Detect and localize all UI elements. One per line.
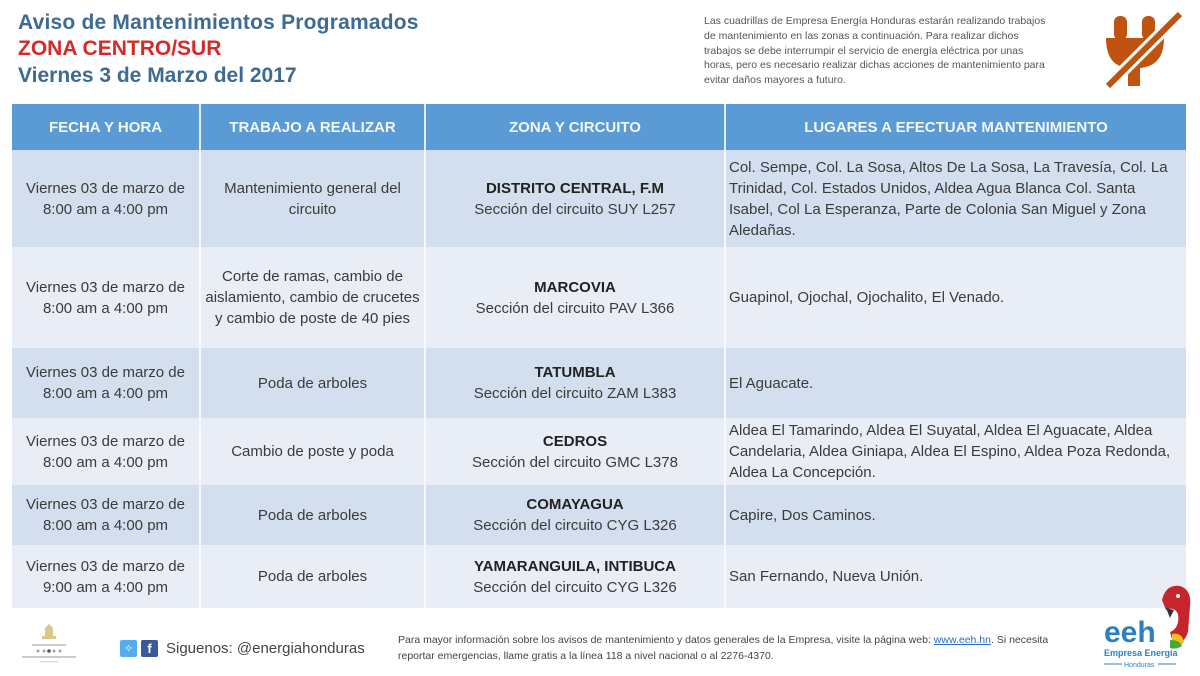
info-text-1: Para mayor información sobre los avisos de mantenimiento y datos generales de la Empresa, visite la página web:: [398, 634, 934, 646]
maintenance-table: [12, 104, 1186, 608]
social-links: [120, 640, 365, 657]
cell-places: El Aguacate.: [725, 348, 1186, 418]
circuit-section: Sección del circuito SUY L257: [474, 200, 676, 218]
zone-name: COMAYAGUA: [526, 496, 624, 513]
circuit-section: Sección del circuito ZAM L383: [473, 385, 677, 402]
cell-work: Corte de ramas, cambio de aislamiento, cambio de crucetes y cambio de poste de 40 pies: [200, 247, 425, 348]
cell-work: Mantenimiento general del circuito: [200, 150, 425, 247]
eeh-logo: [1100, 580, 1196, 676]
cell-date: Viernes 03 de marzo de 8:00 am a 4:00 pm: [12, 150, 200, 247]
circuit-section: Sección del circuito CYG L326: [473, 517, 677, 534]
circuit-section: Sección del circuito CYG L326: [473, 578, 677, 596]
cell-places: Guapinol, Ojochal, Ojochalito, El Venado.: [725, 247, 1186, 348]
footer-info: [398, 632, 1058, 664]
table-header-row: [12, 104, 1186, 150]
government-logo: [18, 624, 80, 666]
table-row: [12, 545, 1186, 608]
info-text-2: . Si necesita reportar emergencias, llame gratis a la línea 118 a nivel nacional o al 2276-4370.: [398, 634, 1049, 662]
cell-zone: [425, 485, 725, 545]
header-block: [18, 10, 419, 90]
svg-text:Honduras: Honduras: [1124, 662, 1155, 669]
table-row: [12, 418, 1186, 485]
cell-places: San Fernando, Nueva Unión.: [725, 545, 1186, 608]
table-row: [12, 150, 1186, 247]
table-row: [12, 247, 1186, 348]
twitter-icon[interactable]: ✧: [120, 640, 137, 657]
intro-text: Las cuadrillas de Empresa Energía Honduras estarán realizando trabajos de mantenimiento en las zonas a continuación. Para realizar dichos trabajos se debe interrumpir el servicio de energía eléctrica por unas horas, pero es necesario realizar dichas acciones de mantenimiento para evitar daños mayores a futuro.: [704, 15, 1046, 87]
zone-name: MARCOVIA: [534, 278, 616, 296]
cell-zone: [425, 150, 725, 247]
cell-zone: [425, 247, 725, 348]
col-header-date: FECHA Y HORA: [12, 104, 200, 150]
website-link[interactable]: www.eeh.hn: [933, 634, 991, 646]
col-header-work: TRABAJO A REALIZAR: [200, 104, 425, 150]
cell-work: Cambio de poste y poda: [200, 418, 425, 485]
cell-work: Poda de arboles: [200, 348, 425, 418]
unplugged-icon: [1100, 8, 1185, 90]
cell-date: Viernes 03 de marzo de 9:00 am a 4:00 pm: [12, 545, 200, 608]
cell-date: Viernes 03 de marzo de 8:00 am a 4:00 pm: [12, 485, 200, 545]
social-handle: Siguenos: @energiahonduras: [166, 640, 365, 657]
cell-date: Viernes 03 de marzo de 8:00 am a 4:00 pm: [12, 418, 200, 485]
cell-zone: [425, 348, 725, 418]
zone-name: CEDROS: [542, 432, 608, 450]
cell-zone: [425, 418, 725, 485]
page-title: Aviso de Mantenimientos Programados: [18, 11, 419, 34]
circuit-section: Sección del circuito PAV L366: [475, 299, 675, 317]
zone-name: DISTRITO CENTRAL, F.M: [485, 179, 665, 197]
cell-work: Poda de arboles: [200, 545, 425, 608]
cell-work: Poda de arboles: [200, 485, 425, 545]
table-row: [12, 485, 1186, 545]
date-title: Viernes 3 de Marzo del 2017: [18, 64, 297, 87]
cell-places: Aldea El Tamarindo, Aldea El Suyatal, Aldea El Aguacate, Aldea Candelaria, Aldea Giniapa, Aldea El Espino, Aldea Poza Redonda, Aldea La Concepción.: [725, 418, 1186, 485]
cell-zone: [425, 545, 725, 608]
cell-places: Col. Sempe, Col. La Sosa, Altos De La Sosa, La Travesía, Col. La Trinidad, Col. Estados Unidos, Aldea Agua Blanca Col. Santa Isabel, Col La Esperanza, Parte de Colonia San Miguel y Zona Aledañas.: [725, 150, 1186, 247]
svg-text:eeh: eeh: [1104, 616, 1156, 649]
cell-date: Viernes 03 de marzo de 8:00 am a 4:00 pm: [12, 348, 200, 418]
facebook-icon[interactable]: f: [141, 640, 158, 657]
cell-places: Capire, Dos Caminos.: [725, 485, 1186, 545]
circuit-section: Sección del circuito GMC L378: [472, 453, 678, 471]
table-row: [12, 348, 1186, 418]
zone-name: TATUMBLA: [534, 364, 616, 381]
col-header-zone: ZONA Y CIRCUITO: [425, 104, 725, 150]
zone-title: ZONA CENTRO/SUR: [18, 37, 222, 60]
cell-date: Viernes 03 de marzo de 8:00 am a 4:00 pm: [12, 247, 200, 348]
footer: [0, 610, 1200, 676]
col-header-places: LUGARES A EFECTUAR MANTENIMIENTO: [725, 104, 1186, 150]
zone-name: YAMARANGUILA, INTIBUCA: [474, 557, 676, 575]
svg-text:Empresa Energía: Empresa Energía: [1104, 648, 1178, 658]
